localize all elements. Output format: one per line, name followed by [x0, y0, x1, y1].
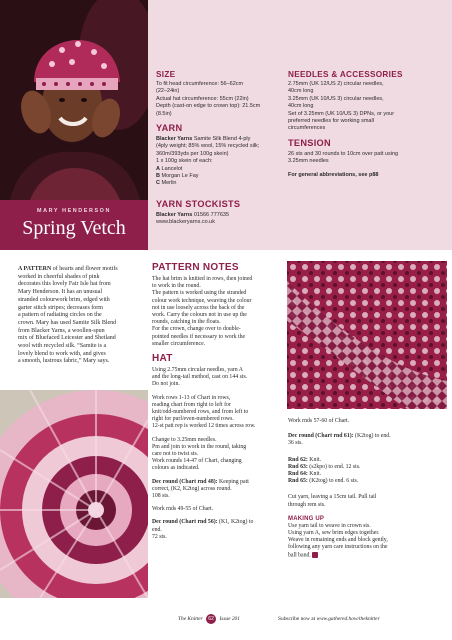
- hat-line: Cut yarn, leaving a 15cm tail. Pull tail: [288, 494, 377, 501]
- yarn-colour-letter: B: [156, 173, 160, 180]
- abbreviations-note: For general abbreviations, see p88: [288, 171, 379, 178]
- tension-line: 26 sts and 30 rounds to 10cm over patt using: [288, 150, 399, 157]
- hat-line: knit/odd-numbered rows, and from left to: [152, 409, 249, 416]
- intro-line: from Blacker Yarns, a woollen-spun: [18, 327, 105, 334]
- yarn-line: [156, 136, 284, 143]
- hat-line: correct, (K2, K2tog) across round.: [152, 485, 232, 492]
- stockist-web[interactable]: www.blackeryarns.co.uk: [156, 219, 215, 226]
- size-line: Depth (cast-on edge to crown top): 21.5cm: [156, 103, 261, 110]
- hat-heading: HAT: [152, 353, 173, 365]
- yarn-colour-name: Merlin: [161, 180, 177, 187]
- dec-round-text: Keeping patt: [217, 478, 249, 485]
- hat-line: Work rounds 14-47 of Chart, changing: [152, 458, 242, 465]
- hat-line: [152, 479, 280, 486]
- pattern-notes-column: [152, 262, 280, 541]
- intro-line: mix of Bluefaced Leicester and Shetland: [18, 335, 116, 342]
- yarn-line: 1 x 100g skein of each:: [156, 158, 213, 165]
- notes-line: work. Carry the colours not in use up the: [152, 312, 247, 319]
- needles-line: 2.75mm (UK 12/US 2) circular needles,: [288, 81, 384, 87]
- intro-line: a pattern of radiating circles on the: [18, 312, 102, 319]
- hat-line: 12-st patt rep is worked 12 times across row.: [152, 423, 256, 430]
- stockist-name: Blacker Yarns: [156, 211, 193, 218]
- yarn-heading: YARN: [156, 123, 183, 134]
- subscribe-text: Subscribe now at: [278, 616, 317, 622]
- size-line: Actual hat circumference: 55cm (22in): [156, 95, 249, 102]
- pattern-notes-heading: PATTERN NOTES: [152, 262, 239, 273]
- hat-line: care not to twist sts.: [152, 451, 199, 458]
- hat-line: 108 sts.: [152, 493, 170, 500]
- yarn-colour-name: Morgan Le Fay: [161, 173, 199, 180]
- hat-line: and the long-tail method, cast on 144 sts.: [152, 374, 248, 381]
- hat-line: right for purl/even-numbered rows.: [152, 416, 234, 423]
- hat-line: [152, 519, 280, 526]
- hat-line: Change to 3.25mm needles.: [152, 436, 217, 443]
- notes-line: not in use loosely across the back of the: [152, 304, 245, 311]
- hat-line: colours as indicated.: [152, 465, 200, 472]
- hat-line: 72 sts.: [152, 533, 167, 540]
- page-number: 62: [206, 614, 216, 624]
- intro-line: decorates this lovely Fair Isle hat from: [18, 281, 111, 288]
- footer-subscribe: [278, 616, 380, 622]
- needles-heading: NEEDLES & ACCESSORIES: [288, 70, 403, 79]
- tension-heading: TENSION: [288, 137, 331, 148]
- hat-line: Work rnds 57-60 of Chart.: [288, 418, 350, 424]
- making-up-line: Using yarn A, sew brim edges together.: [288, 530, 380, 537]
- hat-detail-photo: [287, 261, 447, 409]
- needles-line: Set of 3.25mm (UK 10/US 3) DPNs, or your: [288, 110, 395, 117]
- intro-lead: A PATTERN: [18, 266, 52, 272]
- intro-line: wool with recycled silk. “Samite is a: [18, 343, 107, 350]
- dec-round-label: Dec round (Chart rnd 48):: [152, 478, 218, 485]
- notes-line: rounds, catching in the floats.: [152, 319, 221, 326]
- magazine-name: The Knitter: [178, 616, 203, 623]
- notes-line: colour work technique, weaving the colour: [152, 297, 252, 304]
- footer-magazine: [178, 614, 240, 624]
- intro-line: crown. Mary has used Samite Silk Blend: [18, 319, 117, 326]
- round-label: Rnd 62:: [288, 456, 308, 463]
- yarn-desc: Samite Silk Blend 4-ply: [192, 136, 251, 143]
- title-band: [0, 200, 148, 250]
- hat-line: reading chart from right to left for: [152, 401, 231, 408]
- dec-round-label: Dec round (Chart rnd 61):: [288, 433, 354, 440]
- yarn-line: (4ply weight; 85% wool, 15% recycled silk;: [156, 143, 260, 150]
- notes-line: smaller circumference.: [152, 340, 206, 347]
- yarn-colour: [156, 180, 284, 187]
- page-footer: [0, 612, 452, 626]
- yarn-colour: [156, 166, 284, 173]
- intro-line: stranded colourwork brim, edged with: [18, 296, 110, 303]
- intro-paragraph: [18, 266, 142, 366]
- tension-line: 3.25mm needles: [288, 158, 329, 165]
- yarn-colour: [156, 173, 284, 180]
- round-text: (K2tog) to end. 6 sts.: [307, 478, 359, 485]
- hat-crown-photo: [0, 390, 148, 598]
- round-label: Rnd 63:: [288, 463, 308, 470]
- intro-line: lovely blend to work with, and gives: [18, 350, 106, 357]
- hat-line: 36 sts.: [288, 440, 303, 447]
- yarn-colour-name: Lancelot: [161, 165, 183, 172]
- notes-line: The pattern is worked using the stranded: [152, 290, 247, 297]
- round-label: Rnd 65:: [288, 478, 308, 485]
- intro-line: worked in cheerful shades of pink: [18, 273, 100, 280]
- making-up-line: Use yarn tail to weave in crown sts.: [288, 522, 371, 529]
- size-line: (22–24in): [156, 88, 180, 95]
- hat-line: through rem sts.: [288, 501, 326, 508]
- stockist-line: [156, 212, 284, 219]
- hat-line: end.: [152, 526, 162, 533]
- size-heading: SIZE: [156, 70, 176, 79]
- size-line: To fit head circumference: 56–62cm: [156, 81, 244, 87]
- intro-line: garter stitch stripes; decreases form: [18, 304, 103, 311]
- making-up-heading: MAKING UP: [288, 515, 325, 522]
- hat-line: Pm and join to work in the round, taking: [152, 443, 247, 450]
- intro-line: Mary Henderson. It has an unusual: [18, 289, 102, 296]
- model-photo: [0, 0, 148, 200]
- notes-line: The hat brim is knitted in rows, then joined: [152, 276, 253, 282]
- intro-text: of hearts and flower motifs: [51, 266, 118, 272]
- needles-line: 40cm long: [288, 88, 314, 95]
- model-photo-image: [0, 0, 148, 200]
- needles-line: 3.25mm (UK 10/US 3) circular needles,: [288, 95, 384, 102]
- round-line: [288, 464, 444, 471]
- instructions-column-right: [288, 418, 444, 559]
- pattern-title: Spring Vetch: [22, 217, 126, 239]
- needles-line: circumferences: [288, 125, 326, 132]
- end-mark-icon: [312, 552, 318, 558]
- dec-round-text: (K2tog) to end.: [353, 433, 391, 440]
- needles-line: 40cm long: [288, 103, 314, 110]
- making-up-line: Weave in remaining ends and block gently,: [288, 537, 388, 544]
- hat-crown-image: [0, 390, 148, 598]
- round-line: [288, 457, 444, 464]
- yarn-colour-letter: A: [156, 165, 160, 172]
- dec-round-text: (K1, K2tog) to: [217, 519, 254, 526]
- subscribe-link[interactable]: www.gathered.how/theknitter: [316, 616, 380, 622]
- hat-detail-image: [287, 261, 447, 409]
- yarn-line: 360m/393yds per 100g skein): [156, 150, 229, 157]
- stockists-heading: YARN STOCKISTS: [156, 198, 241, 209]
- dec-round-label: Dec round (Chart rnd 56):: [152, 519, 218, 526]
- author-name: MARY HENDERSON: [37, 208, 111, 214]
- size-line: (8.5in): [156, 110, 172, 117]
- making-up-line: following any yarn care instructions on the: [288, 544, 388, 551]
- making-up-text: ball band.: [288, 551, 311, 558]
- hat-line: Work rnds 49-55 of Chart.: [152, 506, 214, 513]
- round-text: Knit.: [307, 471, 322, 478]
- needles-line: preferred needles for working small: [288, 118, 374, 125]
- round-text: Knit.: [307, 456, 322, 463]
- yarn-brand: Blacker Yarns: [156, 136, 193, 143]
- info-column-right: [288, 70, 444, 179]
- yarn-colour-letter: C: [156, 180, 160, 187]
- intro-line: a smooth, lustrous fabric,” Mary says.: [18, 358, 110, 365]
- hat-line: Do not join.: [152, 381, 180, 388]
- issue-number: Issue 201: [219, 616, 240, 623]
- notes-line: to work in the round.: [152, 283, 201, 290]
- hat-line: Using 2.75mm circular needles, yarn A: [152, 367, 243, 374]
- notes-line: For the crown, change over to double-: [152, 326, 241, 333]
- making-up-line: [288, 552, 444, 560]
- round-text: (s2kpo) to end. 12 sts.: [307, 463, 361, 470]
- info-column-left: [156, 70, 284, 227]
- hat-line: [288, 433, 444, 440]
- intro-line: [18, 266, 142, 274]
- round-label: Rnd 64:: [288, 471, 308, 478]
- notes-line: pointed needles if necessary to work the: [152, 333, 246, 340]
- stockist-phone: 01566 777635: [192, 211, 230, 218]
- hat-line: Work rows 1-13 of Chart in rows,: [152, 394, 231, 401]
- round-line: [288, 478, 444, 485]
